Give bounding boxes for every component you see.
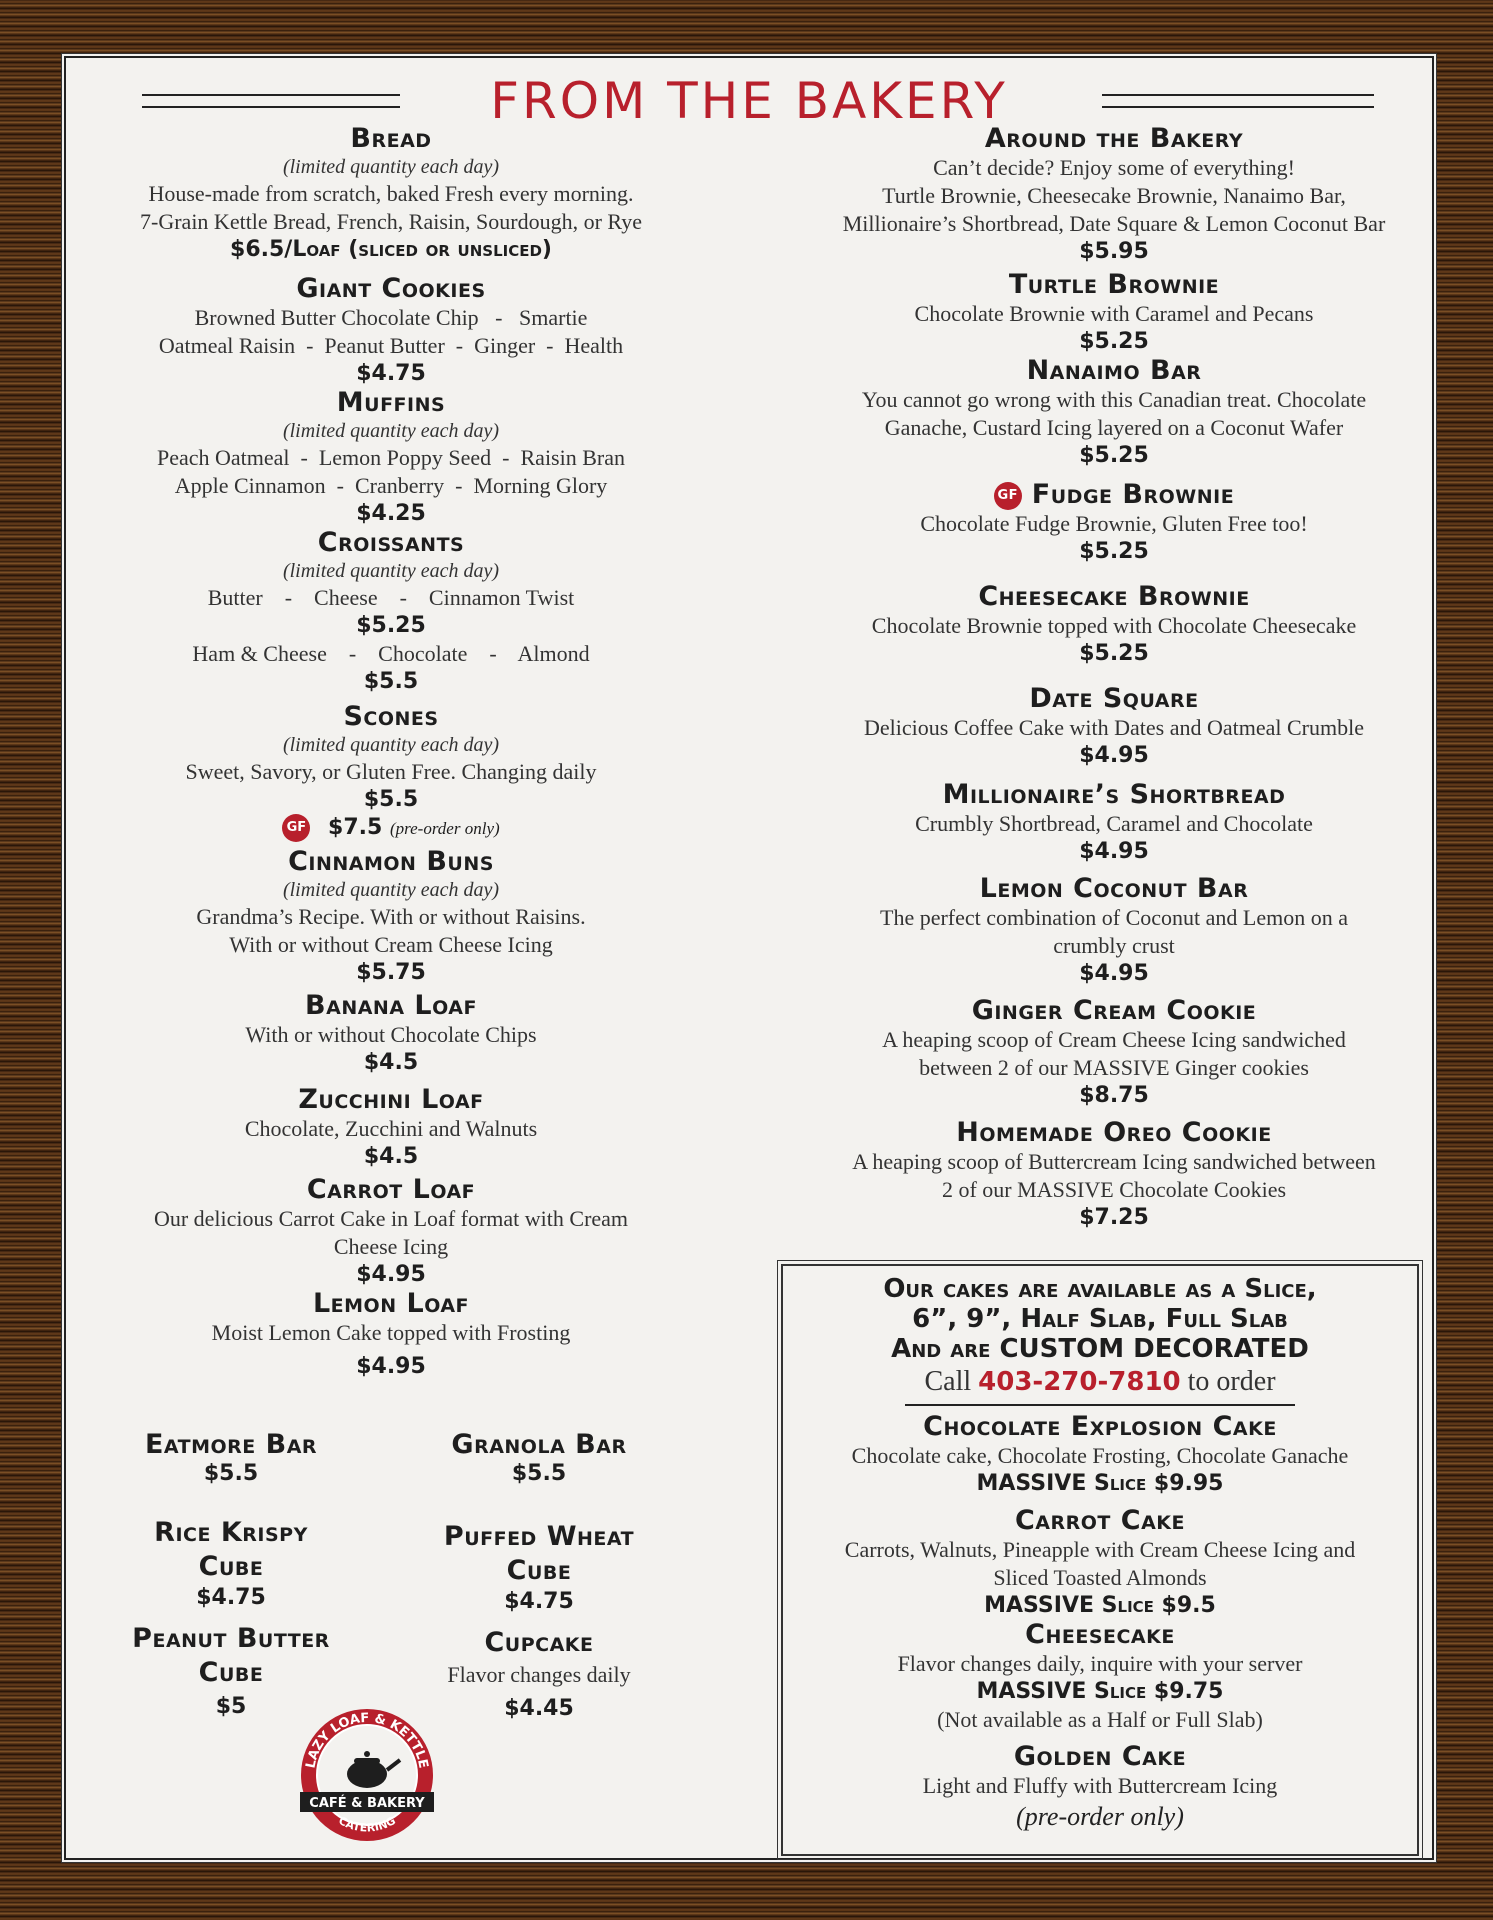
title-rule-right bbox=[1102, 94, 1374, 108]
item-name: Golden Cake bbox=[1013, 1741, 1187, 1772]
item-desc: Apple Cinnamon - Cranberry - Morning Glory bbox=[174, 473, 608, 498]
item-desc: Chocolate Fudge Brownie, Gluten Free too! bbox=[920, 511, 1308, 536]
item-desc: You cannot go wrong with this Canadian treat. Chocolate bbox=[861, 387, 1367, 412]
left-column bbox=[86, 124, 696, 1381]
item-name: Ginger Cream Cookie bbox=[971, 995, 1257, 1026]
item-name: Bread bbox=[350, 123, 432, 154]
around-item bbox=[806, 124, 1422, 266]
call-label: Call bbox=[924, 1366, 972, 1397]
lemon-loaf-item bbox=[86, 1289, 696, 1381]
item-desc: Sliced Toasted Almonds bbox=[993, 1565, 1207, 1590]
item-name: Chocolate Explosion Cake bbox=[923, 1411, 1277, 1442]
item-desc: Flavor changes daily bbox=[447, 1662, 631, 1687]
item-price: $5.5 bbox=[363, 787, 419, 812]
logo-top-text: LAZY LOAF & KETTLE bbox=[303, 1710, 431, 1770]
item-desc: With or without Chocolate Chips bbox=[245, 1022, 537, 1047]
item-desc: 2 of our MASSIVE Chocolate Cookies bbox=[941, 1177, 1287, 1202]
item-price: $5.25 bbox=[356, 613, 426, 638]
carrot-cake-item bbox=[783, 1506, 1417, 1620]
item-name: Muffins bbox=[336, 387, 446, 418]
item-note: (limited quantity each day) bbox=[282, 420, 500, 442]
item-desc: Moist Lemon Cake topped with Frosting bbox=[211, 1320, 571, 1345]
item-desc: Carrots, Walnuts, Pineapple with Cream Cheese Icing and bbox=[844, 1537, 1356, 1562]
item-desc: House-made from scratch, baked Fresh every morning. bbox=[148, 181, 634, 206]
item-desc: Browned Butter Chocolate Chip - Smartie bbox=[194, 305, 588, 330]
item-price: $4.95 bbox=[1079, 743, 1149, 768]
item-desc: Chocolate Brownie with Caramel and Pecans bbox=[914, 301, 1314, 326]
item-price: $6.5/Loaf (sliced or unsliced) bbox=[230, 237, 552, 262]
item-name: Zucchini Loaf bbox=[298, 1084, 484, 1115]
gf-note: (pre-order only) bbox=[389, 819, 500, 838]
divider bbox=[905, 1404, 1295, 1406]
item-name: Eatmore Bar bbox=[144, 1429, 318, 1460]
millionaire-item bbox=[806, 780, 1422, 866]
item-price: $5 bbox=[215, 1694, 247, 1719]
croissants-item bbox=[86, 528, 696, 696]
item-desc: Light and Fluffy with Buttercream Icing bbox=[922, 1773, 1278, 1798]
cakes-header: And are CUSTOM DECORATED bbox=[891, 1334, 1309, 1364]
item-name: Cheesecake Brownie bbox=[978, 581, 1250, 612]
cheesecake-item bbox=[783, 1620, 1417, 1734]
item-desc: A heaping scoop of Cream Cheese Icing sandwiched bbox=[882, 1027, 1346, 1052]
cakes-box bbox=[781, 1264, 1419, 1856]
item-name: Croissants bbox=[317, 527, 465, 558]
item-note: (limited quantity each day) bbox=[282, 734, 500, 756]
puffed-wheat-item bbox=[384, 1520, 694, 1616]
item-desc: Crumbly Shortbread, Caramel and Chocolate bbox=[915, 811, 1313, 836]
item-desc: Chocolate Brownie topped with Chocolate Cheesecake bbox=[871, 613, 1357, 638]
item-name: Puffed Wheat bbox=[443, 1521, 635, 1552]
muffins-item bbox=[86, 388, 696, 528]
item-name: Banana Loaf bbox=[305, 990, 477, 1021]
logo-bottom-text: CATERING bbox=[336, 1814, 398, 1835]
item-desc: Turtle Brownie, Cheesecake Brownie, Nanaimo Bar, bbox=[882, 183, 1346, 208]
item-name: Fudge Brownie bbox=[1031, 479, 1235, 510]
explosion-cake-item bbox=[783, 1412, 1417, 1498]
item-name: Cupcake bbox=[484, 1627, 594, 1658]
banana-item bbox=[86, 991, 696, 1077]
item-price: $5.25 bbox=[1079, 329, 1149, 354]
gluten-free-badge-icon: GF bbox=[994, 482, 1022, 510]
item-name: Giant Cookies bbox=[296, 273, 486, 304]
item-desc: Ganache, Custard Icing layered on a Coconut Wafer bbox=[884, 415, 1344, 440]
item-name: Lemon Coconut Bar bbox=[979, 873, 1249, 904]
item-note: (Not available as a Half or Full Slab) bbox=[937, 1707, 1263, 1732]
page-title: FROM THE BAKERY bbox=[490, 72, 1008, 130]
item-price: $5.25 bbox=[1079, 443, 1149, 468]
granola-item bbox=[384, 1430, 694, 1488]
call-to-order bbox=[783, 1364, 1417, 1400]
item-name: Millionaire’s Shortbread bbox=[942, 779, 1286, 810]
bread-item bbox=[86, 124, 696, 264]
item-name: Cheesecake bbox=[1025, 1619, 1175, 1650]
buns-item bbox=[86, 847, 696, 987]
cafe-logo bbox=[292, 1700, 442, 1850]
item-note: (limited quantity each day) bbox=[282, 879, 500, 901]
item-desc: The perfect combination of Coconut and Lemon on a bbox=[880, 905, 1348, 930]
turtle-item bbox=[806, 270, 1422, 356]
item-price: $4.95 bbox=[1079, 839, 1149, 864]
item-desc: Butter - Cheese - Cinnamon Twist bbox=[207, 585, 575, 610]
item-price: MASSIVE Slice $9.95 bbox=[976, 1471, 1224, 1496]
item-price: $5.25 bbox=[1079, 539, 1149, 564]
item-price: $7.25 bbox=[1079, 1205, 1149, 1230]
item-desc: Cheese Icing bbox=[333, 1234, 449, 1259]
item-note: (pre-order only) bbox=[1016, 1802, 1184, 1831]
item-desc: Flavor changes daily, inquire with your server bbox=[897, 1651, 1303, 1676]
item-price: $4.45 bbox=[504, 1696, 574, 1721]
scones-item bbox=[86, 702, 696, 843]
item-desc: 7-Grain Kettle Bread, French, Raisin, Sourdough, or Rye bbox=[140, 209, 642, 234]
item-price: MASSIVE Slice $9.75 bbox=[976, 1679, 1224, 1704]
nanaimo-item bbox=[806, 356, 1422, 470]
item-price: $4.75 bbox=[504, 1589, 574, 1614]
item-desc: crumbly crust bbox=[1053, 933, 1175, 958]
right-column bbox=[806, 124, 1422, 1232]
item-desc: Peach Oatmeal - Lemon Poppy Seed - Raisin Bran bbox=[156, 445, 625, 470]
oreo-item bbox=[806, 1118, 1422, 1232]
ginger-item bbox=[806, 996, 1422, 1110]
gf-price: $7.5 bbox=[328, 815, 383, 840]
item-desc: A heaping scoop of Buttercream Icing sandwiched between bbox=[852, 1149, 1376, 1174]
cakes-header: Our cakes are available as a Slice, bbox=[883, 1274, 1317, 1304]
item-name: Rice Krispy bbox=[154, 1517, 308, 1548]
item-desc: Our delicious Carrot Cake in Loaf format with Cream bbox=[153, 1206, 629, 1231]
item-name: Peanut Butter bbox=[132, 1623, 330, 1654]
date-square-item bbox=[806, 684, 1422, 770]
cakes-header: 6”, 9”, Half Slab, Full Slab bbox=[912, 1304, 1288, 1334]
lemon-coconut-item bbox=[806, 874, 1422, 988]
zucchini-item bbox=[86, 1085, 696, 1171]
item-price: $4.95 bbox=[1079, 961, 1149, 986]
item-price: MASSIVE Slice $9.5 bbox=[984, 1593, 1216, 1618]
item-name: Date Square bbox=[1029, 683, 1199, 714]
item-price: $4.5 bbox=[363, 1144, 419, 1169]
eatmore-item bbox=[86, 1430, 376, 1488]
item-desc: Chocolate cake, Chocolate Frosting, Chocolate Ganache bbox=[851, 1443, 1349, 1468]
item-desc: Chocolate, Zucchini and Walnuts bbox=[244, 1116, 538, 1141]
item-name-line bbox=[806, 480, 1422, 510]
gf-price-line bbox=[86, 814, 696, 843]
item-desc: Sweet, Savory, or Gluten Free. Changing daily bbox=[185, 759, 597, 784]
menu-page bbox=[64, 56, 1434, 1860]
item-name: Nanaimo Bar bbox=[1026, 355, 1202, 386]
phone-number[interactable]: 403-270-7810 bbox=[978, 1367, 1181, 1397]
item-name: Homemade Oreo Cookie bbox=[956, 1117, 1272, 1148]
item-desc: Can’t decide? Enjoy some of everything! bbox=[933, 155, 1295, 180]
item-name: Lemon Loaf bbox=[312, 1288, 470, 1319]
item-price: $4.75 bbox=[196, 1585, 266, 1610]
item-name: Granola Bar bbox=[451, 1429, 627, 1460]
item-desc: Delicious Coffee Cake with Dates and Oatmeal Crumble bbox=[864, 715, 1364, 740]
item-price: $4.25 bbox=[356, 501, 426, 526]
item-price: $4.5 bbox=[363, 1050, 419, 1075]
logo-banner-text: CAFÉ & BAKERY bbox=[309, 1796, 425, 1811]
item-price: $5.95 bbox=[1079, 239, 1149, 264]
item-price: $5.5 bbox=[363, 669, 419, 694]
item-name: Carrot Loaf bbox=[306, 1174, 476, 1205]
item-price: $5.5 bbox=[203, 1461, 259, 1486]
item-price: $4.95 bbox=[356, 1354, 426, 1379]
item-name: Cube bbox=[198, 1657, 264, 1688]
item-desc: Ham & Cheese - Chocolate - Almond bbox=[192, 641, 590, 666]
item-name: Turtle Brownie bbox=[1008, 269, 1220, 300]
fudge-item bbox=[806, 480, 1422, 566]
item-price: $4.75 bbox=[356, 361, 426, 386]
item-price: $5.75 bbox=[356, 960, 426, 985]
item-desc: Grandma’s Recipe. With or without Raisins. bbox=[196, 904, 586, 929]
rice-krispy-item bbox=[86, 1516, 376, 1612]
call-suffix: to order bbox=[1187, 1366, 1276, 1397]
item-name: Carrot Cake bbox=[1014, 1505, 1185, 1536]
item-price: $4.95 bbox=[356, 1262, 426, 1287]
item-price: $5.5 bbox=[511, 1461, 567, 1486]
item-name: Around the Bakery bbox=[984, 123, 1244, 154]
item-desc: Oatmeal Raisin - Peanut Butter - Ginger - Health bbox=[158, 333, 624, 358]
item-price: $8.75 bbox=[1079, 1083, 1149, 1108]
item-name: Cube bbox=[198, 1551, 264, 1582]
item-name: Cube bbox=[506, 1555, 572, 1586]
item-name: Cinnamon Buns bbox=[288, 846, 494, 877]
item-desc: Millionaire’s Shortbread, Date Square & Lemon Coconut Bar bbox=[842, 211, 1386, 236]
cookies-item bbox=[86, 274, 696, 388]
carrot-loaf-item bbox=[86, 1175, 696, 1289]
item-price: $5.25 bbox=[1079, 641, 1149, 666]
golden-cake-item bbox=[783, 1742, 1417, 1834]
item-note: (limited quantity each day) bbox=[282, 560, 500, 582]
item-desc: between 2 of our MASSIVE Ginger cookies bbox=[919, 1055, 1309, 1080]
item-desc: With or without Cream Cheese Icing bbox=[229, 932, 553, 957]
cheesecake-brownie-item bbox=[806, 582, 1422, 668]
item-name: Scones bbox=[343, 701, 439, 732]
gluten-free-badge-icon: GF bbox=[282, 814, 310, 842]
item-note: (limited quantity each day) bbox=[282, 156, 500, 178]
